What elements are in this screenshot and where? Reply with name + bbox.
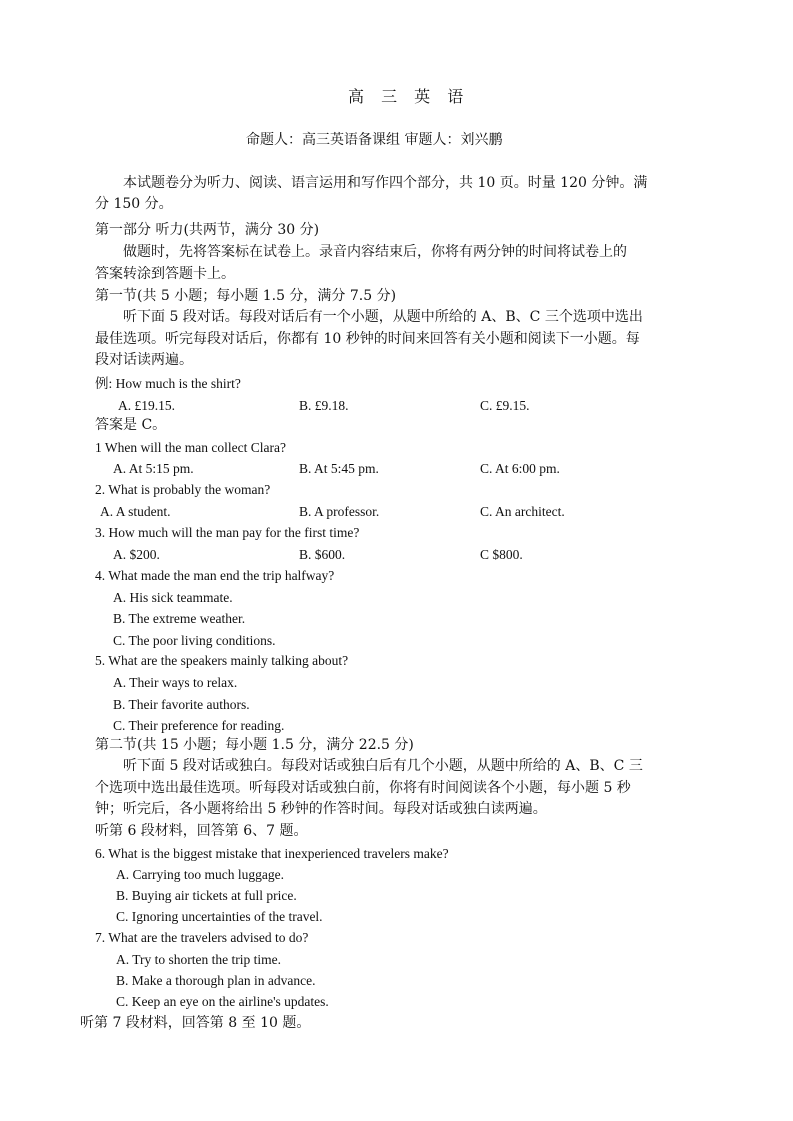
q3-option-a: A. $200. (113, 547, 160, 562)
example-question: 例: How much is the shirt? (95, 376, 241, 391)
q5-option-b: B. Their favorite authors. (113, 697, 250, 712)
question-4: 4. What made the man end the trip halfway? (95, 568, 335, 583)
intro-line-1: 本试题卷分为听力、阅读、语言运用和写作四个部分，共 10 页。时量 120 分钟。满 (123, 175, 648, 191)
example-answer: 答案是 C。 (95, 417, 167, 433)
q1-option-a: A. At 5:15 pm. (113, 461, 194, 476)
q7-option-b: B. Make a thorough plan in advance. (116, 973, 316, 988)
q3-option-b: B. $600. (299, 547, 346, 562)
example-option-a: A. £19.15. (118, 398, 175, 413)
q6-option-c: C. Ignoring uncertainties of the travel. (116, 909, 323, 924)
q7-option-a: A. Try to shorten the trip time. (116, 952, 281, 967)
section2-instruction-3: 钟；听完后，各小题将给出 5 秒钟的作答时间。每段对话或独白读两遍。 (95, 801, 547, 817)
q2-option-b: B. A professor. (299, 504, 380, 519)
section1-instruction-1: 听下面 5 段对话。每段对话后有一个小题，从题中所给的 A、B、C 三个选项中选出 (123, 309, 643, 325)
question-2: 2. What is probably the woman? (95, 482, 271, 497)
intro-line-2: 分 150 分。 (95, 196, 173, 212)
section1-instruction-2: 最佳选项。听完每段对话后，你都有 10 秒钟的时间来回答有关小题和阅读下一小题。每 (95, 331, 640, 347)
question-3: 3. How much will the man pay for the first time? (95, 525, 360, 540)
q5-option-a: A. Their ways to relax. (113, 675, 238, 690)
q1-option-b: B. At 5:45 pm. (299, 461, 379, 476)
question-7: 7. What are the travelers advised to do? (95, 930, 309, 945)
q2-option-a: A. A student. (100, 504, 171, 519)
section1-instruction-3: 段对话读两遍。 (95, 352, 193, 368)
page-title: 高 三 英 语 (348, 87, 470, 106)
q7-option-c: C. Keep an eye on the airline's updates. (116, 994, 329, 1009)
section2-instruction-2: 个选项中选出最佳选项。听每段对话或独白前，你将有时间阅读各个小题，每小题 5 秒 (95, 780, 631, 796)
section2-heading: 第二节(共 15 小题；每小题 1.5 分，满分 22.5 分) (95, 737, 414, 753)
section1-heading: 第一节(共 5 小题；每小题 1.5 分，满分 7.5 分) (95, 288, 397, 304)
q6-option-b: B. Buying air tickets at full price. (116, 888, 297, 903)
q6-option-a: A. Carrying too much luggage. (116, 867, 284, 882)
byline: 命题人：高三英语备课组 审题人：刘兴鹏 (246, 132, 503, 148)
part1-instruction-1: 做题时，先将答案标在试卷上。录音内容结束后，你将有两分钟的时间将试卷上的 (123, 244, 627, 260)
q3-option-c: C $800. (480, 547, 523, 562)
material-7-heading: 听第 7 段材料，回答第 8 至 10 题。 (80, 1015, 311, 1031)
part1-instruction-2: 答案转涂到答题卡上。 (95, 266, 235, 282)
question-1: 1 When will the man collect Clara? (95, 440, 286, 455)
question-5: 5. What are the speakers mainly talking about? (95, 653, 349, 668)
section2-instruction-1: 听下面 5 段对话或独白。每段对话或独白后有几个小题，从题中所给的 A、B、C 三 (123, 758, 643, 774)
q1-option-c: C. At 6:00 pm. (480, 461, 560, 476)
question-6: 6. What is the biggest mistake that inexperienced travelers make? (95, 846, 449, 861)
material-6-heading: 听第 6 段材料，回答第 6、7 题。 (95, 823, 308, 839)
q4-option-a: A. His sick teammate. (113, 590, 233, 605)
q5-option-c: C. Their preference for reading. (113, 718, 285, 733)
q4-option-b: B. The extreme weather. (113, 611, 246, 626)
part1-heading: 第一部分 听力(共两节，满分 30 分) (95, 222, 320, 238)
example-option-b: B. £9.18. (299, 398, 349, 413)
example-option-c: C. £9.15. (480, 398, 530, 413)
q4-option-c: C. The poor living conditions. (113, 633, 276, 648)
q2-option-c: C. An architect. (480, 504, 565, 519)
